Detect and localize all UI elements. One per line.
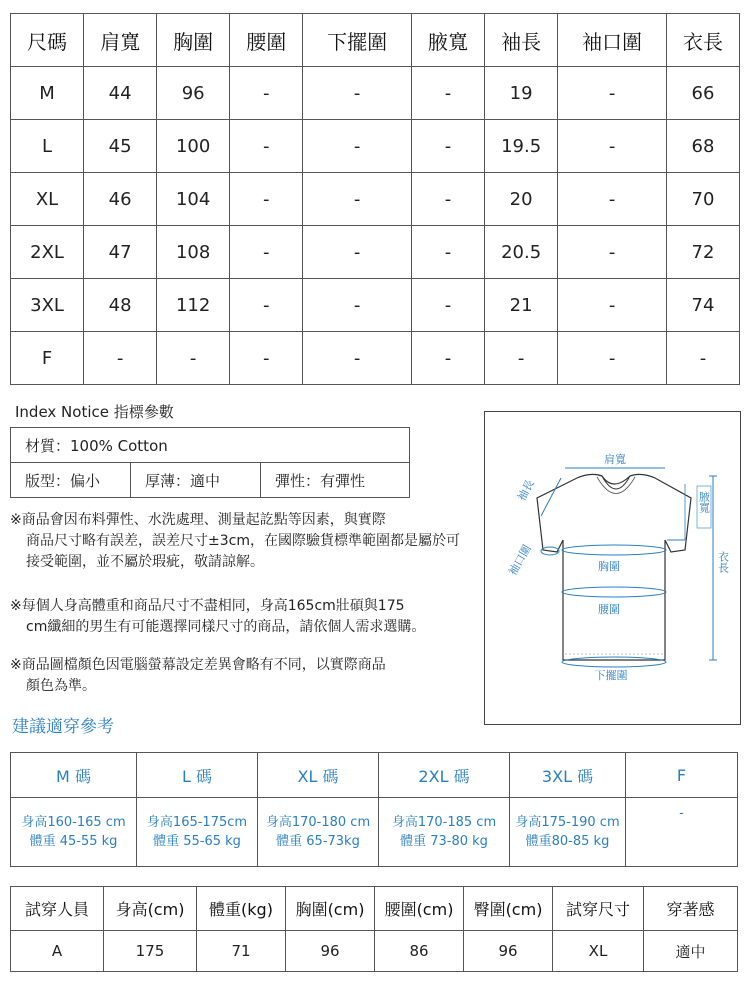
index-notice-title: Index Notice 指標參數 [15,403,174,421]
tryon-table [10,886,738,972]
table-cell: - [303,279,412,332]
table-cell: - [411,120,484,173]
table-cell: - [157,332,230,385]
table-cell: 175 [104,931,197,972]
table-cell: - [558,67,667,120]
table-cell: - [230,279,303,332]
table-cell: 44 [84,67,157,120]
size-header: M 碼 [11,753,137,798]
table-cell: 104 [157,173,230,226]
size-header: 2XL 碼 [379,753,510,798]
height-text: 身高160-165 cm [21,815,126,830]
header-cell: 穿著感 [644,887,738,931]
table-cell: 46 [84,173,157,226]
table-cell: 19 [485,67,558,120]
table-cell: - [303,173,412,226]
notice-paragraph [10,596,460,638]
height-text: 身高165-175cm [146,815,248,830]
table-cell: XL [553,931,644,972]
table-cell: 112 [157,279,230,332]
height-text: 身高175-190 cm [515,815,620,830]
table-row [11,67,740,120]
table-cell: - [558,332,667,385]
table-cell: - [230,226,303,279]
notice-paragraph [10,510,460,573]
tshirt-measurement-diagram [484,411,741,725]
table-cell: - [411,332,484,385]
header-cell: 試穿人員 [11,887,104,931]
suggestion-table [10,752,738,867]
header-cell: 胸圍 [157,14,230,67]
table-cell: - [303,332,412,385]
table-cell: - [411,67,484,120]
notice-line: ※每個人身高體重和商品尺寸不盡相同，身高165cm壯碩與175 [10,598,405,614]
table-cell: 96 [286,931,375,972]
table-cell: 74 [666,279,739,332]
header-cell: 衣長 [666,14,739,67]
table-cell: 3XL [11,279,84,332]
table-cell: 86 [375,931,464,972]
weight-text: 體重80-85 kg [525,834,610,849]
table-row [11,428,410,463]
header-cell: 袖長 [485,14,558,67]
table-cell: A [11,931,104,972]
table-cell: 適中 [644,931,738,972]
tshirt-diagram-svg [485,412,740,724]
header-cell: 肩寬 [84,14,157,67]
table-cell: F [11,332,84,385]
table-row [11,798,738,867]
hem-label: 下擺圍 [594,669,628,682]
notice-line: 顏色為準。 [26,678,96,694]
table-cell: 108 [157,226,230,279]
header-cell: 腋寬 [411,14,484,67]
header-cell: 試穿尺寸 [553,887,644,931]
length-label: 衣長 [716,551,730,573]
suggestion-title: 建議適穿參考 [12,717,114,737]
table-cell: 47 [84,226,157,279]
suggestion-cell [510,798,626,867]
header-cell: 下擺圍 [303,14,412,67]
notice-line: cm纖細的男生有可能選擇同樣尺寸的商品，請依個人需求選購。 [26,619,426,635]
table-row [11,226,740,279]
table-cell: 72 [666,226,739,279]
table-cell: 100 [157,120,230,173]
size-header: 3XL 碼 [510,753,626,798]
suggestion-cell [379,798,510,867]
notice-line: 商品尺寸略有誤差，誤差尺寸±3cm，在國際驗貨標準範圍都是屬於可接受範圍，並不屬於瑕疵，敬請諒解。 [26,533,460,570]
table-cell: 71 [197,931,286,972]
weight-text: 體重 65-73kg [276,834,360,849]
header-cell: 體重(kg) [197,887,286,931]
header-cell: 尺碼 [11,14,84,67]
table-cell: 20 [485,173,558,226]
cuff-label: 袖口圍 [506,542,534,578]
table-cell: - [230,173,303,226]
attribute-table [10,427,410,498]
suggestion-cell [626,798,738,867]
table-cell: - [303,120,412,173]
table-cell: 45 [84,120,157,173]
table-cell: - [230,120,303,173]
table-cell: - [84,332,157,385]
suggestion-cell [137,798,258,867]
table-cell: 66 [666,67,739,120]
chest-label: 胸圍 [598,560,620,573]
size-header: F [626,753,738,798]
header-cell: 臀圍(cm) [464,887,553,931]
shoulder-label: 肩寬 [604,453,626,466]
table-cell: - [558,279,667,332]
size-chart-header-row [11,14,740,67]
header-cell: 身高(cm) [104,887,197,931]
sleeve-length-label: 袖長 [515,477,537,504]
table-cell: - [558,173,667,226]
table-cell: - [666,332,739,385]
table-cell: XL [11,173,84,226]
table-row [11,120,740,173]
fit-cell: 版型：偏小 [11,463,131,498]
notice-line: ※商品會因布料彈性、水洗處理、測量起訖點等因素，與實際 [10,512,386,528]
tryon-header-row [11,887,738,931]
thickness-cell: 厚薄：適中 [131,463,261,498]
table-cell: 68 [666,120,739,173]
height-text: 身高170-185 cm [391,815,497,830]
weight-text: 體重 73-80 kg [400,834,488,849]
table-cell: 70 [666,173,739,226]
waist-label: 腰圍 [598,603,620,616]
weight-text: 體重 45-55 kg [29,834,118,849]
table-cell: - [411,279,484,332]
table-row [11,279,740,332]
table-row [11,173,740,226]
height-text: - [679,806,684,821]
table-cell: - [485,332,558,385]
table-cell: 20.5 [485,226,558,279]
table-cell: - [303,226,412,279]
suggestion-cell [258,798,379,867]
table-row [11,463,410,498]
table-cell: L [11,120,84,173]
header-cell: 袖口圍 [558,14,667,67]
size-chart-table [10,13,740,385]
table-cell: - [558,226,667,279]
notice-line: ※商品圖檔顏色因電腦螢幕設定差異會略有不同，以實際商品 [10,657,386,673]
weight-text: 體重 55-65 kg [153,834,241,849]
table-row [11,332,740,385]
armpit-label-top: 腋寬 [697,491,711,513]
header-cell: 腰圍 [230,14,303,67]
table-cell: 96 [157,67,230,120]
table-cell: M [11,67,84,120]
size-header: XL 碼 [258,753,379,798]
table-cell: 48 [84,279,157,332]
height-text: 身高170-180 cm [265,815,371,830]
table-cell: 19.5 [485,120,558,173]
header-cell: 胸圍(cm) [286,887,375,931]
table-cell: 96 [464,931,553,972]
notice-paragraph [10,655,460,697]
table-cell: - [230,332,303,385]
table-cell: - [230,67,303,120]
table-cell: 2XL [11,226,84,279]
table-cell: - [411,173,484,226]
table-cell: - [558,120,667,173]
suggestion-cell [11,798,137,867]
table-cell: 21 [485,279,558,332]
elasticity-cell: 彈性：有彈性 [261,463,410,498]
size-header: L 碼 [137,753,258,798]
table-cell: - [303,67,412,120]
suggestion-header-row [11,753,738,798]
table-row [11,931,738,972]
material-cell: 材質：100% Cotton [11,428,410,463]
header-cell: 腰圍(cm) [375,887,464,931]
table-cell: - [411,226,484,279]
